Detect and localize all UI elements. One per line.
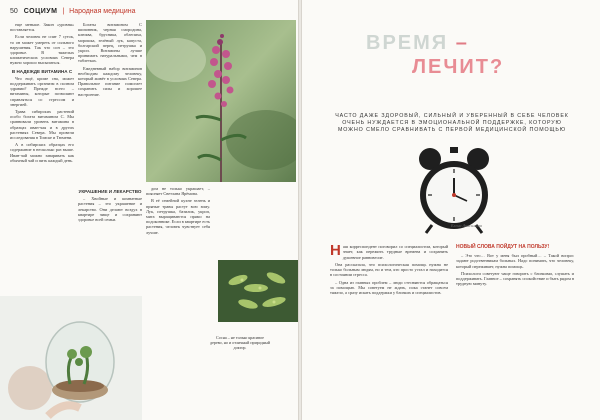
article-title-line-2: ЛЕЧИТ? bbox=[412, 56, 505, 78]
fireweed-photo bbox=[146, 20, 296, 182]
paragraph: Ежедневный набор витаминов необходим каждому человеку, который живёт в условиях Севера. Правильное питание помогает сохранить силы и хорошее настроение. bbox=[78, 65, 142, 97]
page-header bbox=[10, 8, 136, 15]
article-column-1 bbox=[10, 22, 74, 298]
right-page bbox=[302, 0, 600, 420]
header-separator: | bbox=[62, 8, 65, 15]
article-column-2 bbox=[78, 22, 142, 182]
paragraph: дом не только украшает, – поясняет Светлана Ярёмова. bbox=[146, 186, 210, 197]
article-lead: ЧАСТО ДАЖЕ ЗДОРОВЫЙ, СИЛЬНЫЙ И УВЕРЕННЫЙ В СЕБЕ ЧЕЛОВЕК ОЧЕНЬ НУЖДАЕТСЯ В ЭМОЦИОНАЛЬНОЙ ПОДДЕРЖКЕ, КОТОРУЮ МОЖНО СМЕЛО СРАВНИВАТЬ С ПЕРВОЙ МЕДИЦИНСКОЙ ПОМОЩЬЮ bbox=[335, 113, 569, 134]
article-column-3 bbox=[146, 186, 210, 306]
paragraph: – Это что… Вот у меня был пробный… – Такой вопрос задают родственникам больных. Надо понимать, что человеку, который переживает, нужна помощь. bbox=[456, 253, 574, 269]
subheading: УКРАШЕНИЕ И ЛЕКАРСТВО bbox=[78, 189, 142, 194]
paragraph-text: аш корреспондент поговорил со специалистом, который знает, как пережить трудные времена и сохранить душевное равновесие. bbox=[342, 244, 448, 260]
sidebar-heading: НОВЫЙ СЛОВА ПОЙДУТ НА ПОЛЬЗУ! bbox=[456, 244, 550, 250]
magazine-brand: СОЦИУМ bbox=[23, 8, 58, 15]
photo-caption: Сосна – не только красивое дерево, но и отличный природный доктор. bbox=[210, 335, 270, 350]
fireweed-illustration bbox=[146, 20, 296, 182]
paragraph: – Одна из главных проблем – люди стесняются обращаться за помощью. Мы советуем не ждать, пока станет совсем тяжело, а сразу искать поддержки у близких и специалистов. bbox=[330, 279, 448, 296]
paragraph: Трава сибирских растений особо богата витамином С. Мы сравнивали уровень витамина в образцах иван-чая и в других растениях Севера. Мы провели исследования в Томске и Тюмени. bbox=[10, 109, 74, 141]
subheading: В НАДЕЖДЕ ВИТАМИНА С bbox=[11, 68, 73, 74]
paragraph: – Хвойные и комнатные растения – это украшение и лекарство. Они делают воздух в квартире чище и сохраняют здоровье всей семьи. bbox=[78, 196, 142, 223]
succulent-photo bbox=[218, 260, 298, 322]
title-dash: – bbox=[455, 32, 469, 54]
paragraph: В её семейной кухне зелень и пряные травы растут всю зиму. Лук, петрушка, базилик, укроп, мята выращиваются прямо на подоконнике. Если в квартире есть растения, человек чувствует себя лучше. bbox=[146, 198, 210, 235]
right-article-column bbox=[330, 244, 448, 414]
sidebar-column bbox=[456, 244, 574, 414]
paragraph: А в сибирских образцах его содержание в несколько раз выше. Иван-чай можно заваривать как обычный чай и пить каждый день. bbox=[10, 142, 74, 163]
paragraph: Если человек не спит 7 суток, то он может умереть от сильного нарушения. Так что сон – это здоровье. В тяжелых климатических условиях Севера нужно хорошо высыпаться. bbox=[10, 34, 74, 66]
paragraph: Богаты витамином С шиповник, черная смородина, клюква, брусника, облепиха, морошка, зелёный лук, капуста, болгарский перец, петрушка и укроп. Витамины лучше принимать натуральными, чем в таблетках. bbox=[78, 22, 142, 64]
section-name: Народная медицина bbox=[69, 8, 136, 15]
succulent-illustration bbox=[218, 260, 298, 322]
paragraph: еще меньше. Закон «уровня» поставляется. bbox=[10, 22, 74, 33]
title-word: ВРЕМЯ bbox=[366, 32, 449, 54]
terrarium-illustration bbox=[0, 296, 142, 420]
article-title-line-1 bbox=[366, 32, 469, 55]
paragraph: Что ещё, кроме сна, может поддерживать организм в полном здравии? Прежде всего – витамины, которые позволяют справляться со стрессом и энергией. bbox=[10, 75, 74, 107]
paragraph: Она рассказала, что психологическая помощь нужна не только больным людям, но и тем, кто просто устал и находится в состоянии стресса. bbox=[330, 261, 448, 278]
clock-caption: Елена Анисимова bbox=[451, 223, 482, 228]
terrarium-photo bbox=[0, 296, 142, 420]
left-page bbox=[0, 0, 298, 420]
drop-cap: Н bbox=[330, 242, 341, 259]
paragraph: Психологи советуют чаще говорить с близкими, слушать и поддерживать. Главное – сохранять спокойствие и быть рядом в трудную минуту. bbox=[456, 270, 574, 287]
page-number: 50 bbox=[10, 8, 18, 15]
paragraph-with-dropcap bbox=[330, 244, 448, 260]
